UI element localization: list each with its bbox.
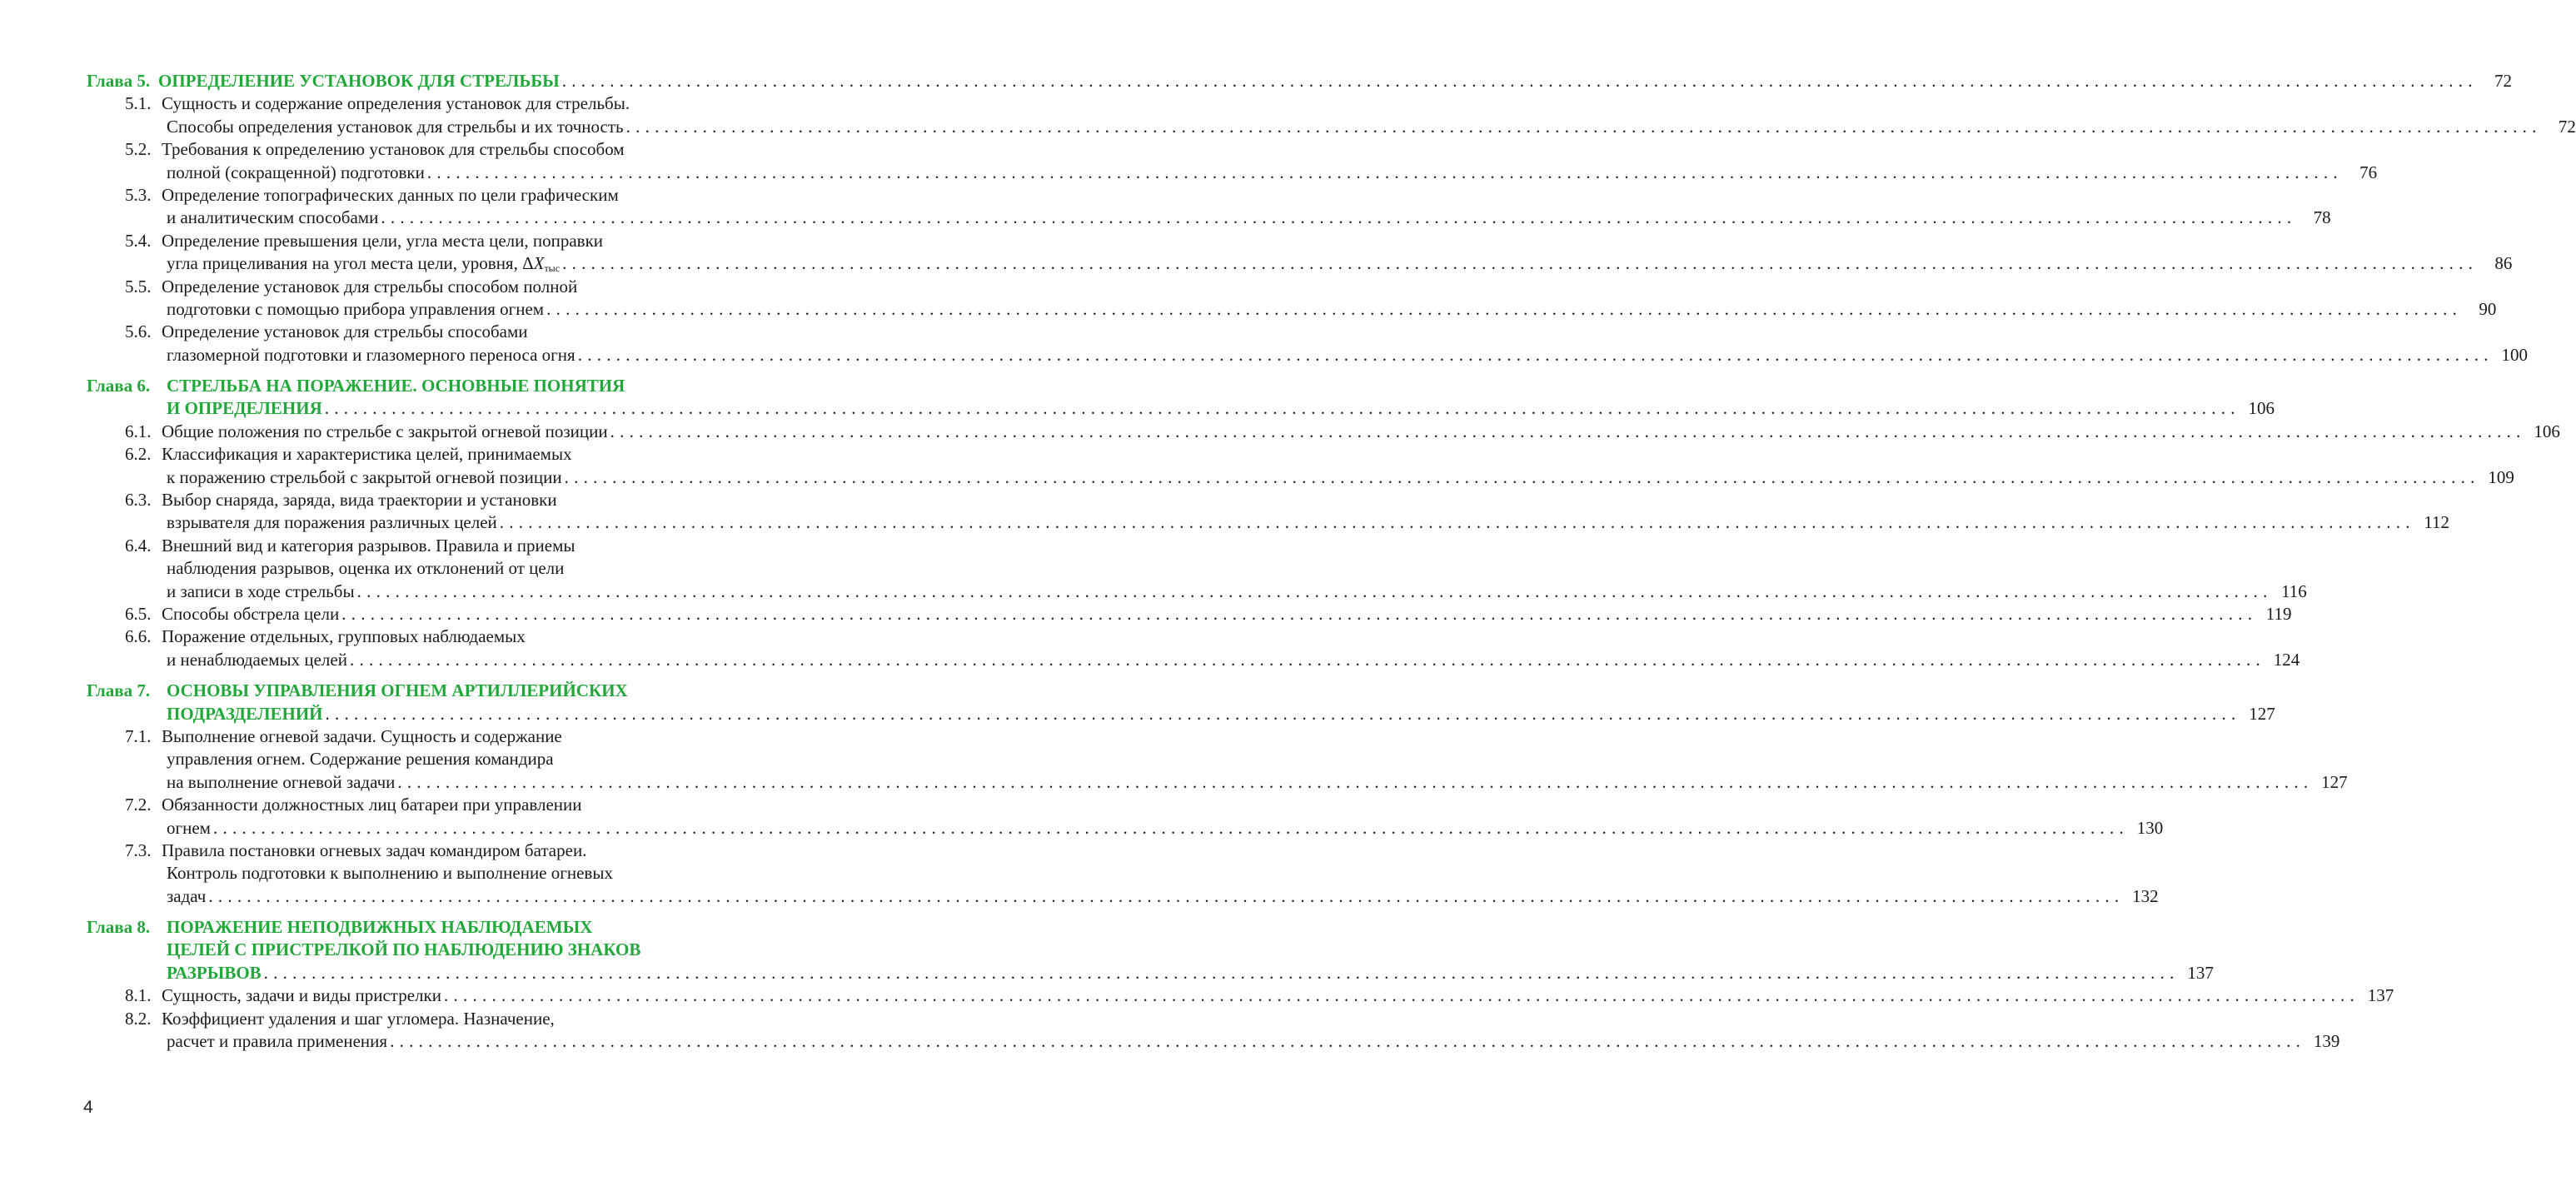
page-ref[interactable]: 127 <box>2249 703 2275 724</box>
section-text: и ненаблюдаемых целей <box>167 649 347 670</box>
dot-leader: . . . . . . . . . . . . . . . . . . . . . . . . . . . . . . . . . . . . . . . . . . . . . . . . . . . . . . . . . . . . . . . . . . . . . . . . . . . . . . . . . . . . . . . . . . . . . . . . . . . . . . . . . . . . . . . . . . . . . . . . . . . . . . . . . . . . . . . . . . . . . . . . . . . . . . . . . . . . . . . . . . . . . . . . . . . . . . . . . . . . . . . . . . . . . . . . . . . . . . . . <box>625 116 2537 137</box>
section-text: подготовки с помощью прибора управления огнем <box>167 298 545 319</box>
toc-entry-line <box>0 649 2300 671</box>
chapter-heading-line <box>0 703 2275 725</box>
chapter-title: ПОРАЖЕНИЕ НЕПОДВИЖНЫХ НАБЛЮДАЕМЫХ <box>167 917 593 938</box>
dot-leader: . . . . . . . . . . . . . . . . . . . . . . . . . . . . . . . . . . . . . . . . . . . . . . . . . . . . . . . . . . . . . . . . . . . . . . . . . . . . . . . . . . . . . . . . . . . . . . . . . . . . . . . . . . . . . . . . . . . . . . . . . . . . . . . . . . . . . . . . . . . . . . . . . . . . . . . . . . . . . . . . . . . . . . . . . . . . . . . . . . . . . . . . . . . . . . . . . . . . . . . . <box>577 344 2489 365</box>
chapter-heading-line <box>0 397 2275 420</box>
section-text: Определение установок для стрельбы способом полной <box>162 276 578 296</box>
chapter-heading-line <box>0 962 2214 984</box>
section-number: 7.2. <box>125 795 152 815</box>
toc-entry-line <box>0 557 833 580</box>
section-number: 5.4. <box>125 230 152 251</box>
section-text: Классификация и характеристика целей, принимаемых <box>162 444 572 465</box>
page-ref[interactable]: 130 <box>2136 817 2164 838</box>
chapter-label: Глава 6. <box>87 376 151 396</box>
section-text: и записи в ходе стрельбы <box>167 581 355 601</box>
page-ref[interactable]: 72 <box>2494 71 2512 91</box>
page-ref[interactable]: 100 <box>2501 344 2528 365</box>
section-number: 6.6. <box>125 626 152 647</box>
section-text: Определение топографических данных по цели графическим <box>162 184 619 205</box>
section-number: 6.2. <box>125 444 152 465</box>
page-ref[interactable]: 137 <box>2367 985 2394 1006</box>
toc-entry-line <box>0 862 833 885</box>
section-text: Выбор снаряда, заряда, вида траектории и установки <box>162 490 557 511</box>
section-text: расчет и правила применения <box>167 1031 388 1052</box>
section-text: Сущность и содержание определения установок для стрельбы. <box>162 93 630 114</box>
page-ref[interactable]: 119 <box>2265 603 2292 624</box>
section-text: взрывателя для поражения различных целей <box>167 512 497 533</box>
page-ref[interactable]: 116 <box>2281 581 2307 601</box>
section-number: 6.5. <box>125 603 152 624</box>
page-ref[interactable]: 86 <box>2494 253 2513 274</box>
toc-entry-line <box>0 603 2292 625</box>
toc-entry-line <box>0 840 833 862</box>
section-text: полной (сокращенной) подготовки <box>167 162 425 182</box>
section-number: 8.1. <box>125 985 152 1006</box>
page-ref[interactable]: 112 <box>2424 512 2450 533</box>
chapter-label: Глава 8. <box>87 917 151 938</box>
section-text: Способы определения установок для стрельбы и их точность <box>167 116 624 137</box>
section-text: Определение превышения цели, угла места цели, поправки <box>162 230 604 251</box>
toc-entry-line <box>0 535 833 557</box>
toc-entry-line <box>0 162 2378 184</box>
page-ref[interactable]: 109 <box>2488 466 2514 487</box>
dot-leader: . . . . . . . . . . . . . . . . . . . . . . . . . . . . . . . . . . . . . . . . . . . . . . . . . . . . . . . . . . . . . . . . . . . . . . . . . . . . . . . . . . . . . . . . . . . . . . . . . . . . . . . . . . . . . . . . . . . . . . . . . . . . . . . . . . . . . . . . . . . . . . . . . . . . . . . . . . . . . . . . . . . . . . . . . . . . . . . . . . . . . . . . . . . . . . . . . . . . . . . . <box>561 71 2473 91</box>
page-ref[interactable]: 132 <box>2132 885 2159 906</box>
page-ref[interactable]: 106 <box>2248 398 2275 419</box>
section-text: Коэффициент удаления и шаг угломера. Назначение, <box>162 1008 555 1029</box>
section-number: 6.1. <box>125 421 152 441</box>
section-number: 6.3. <box>125 490 152 511</box>
section-text: Выполнение огневой задачи. Сущность и содержание <box>162 725 562 746</box>
section-number: 5.5. <box>125 276 152 296</box>
toc-entry-line <box>0 116 2576 138</box>
section-text: на выполнение огневой задачи <box>167 771 396 792</box>
section-text: Способы обстрела цели <box>162 603 340 624</box>
toc-entry-line <box>0 138 833 161</box>
page-ref[interactable]: 72 <box>2558 116 2576 137</box>
section-text: управления огнем. Содержание решения командира <box>167 749 554 770</box>
dot-leader: . . . . . . . . . . . . . . . . . . . . . . . . . . . . . . . . . . . . . . . . . . . . . . . . . . . . . . . . . . . . . . . . . . . . . . . . . . . . . . . . . . . . . . . . . . . . . . . . . . . . . . . . . . . . . . . . . . . . . . . . . . . . . . . . . . . . . . . . . . . . . . . . . . . . . . . . . . . . . . . . . . . . . . . . . . . . . . . . . . . . . . . . . . . . . . . . . . . . . . . . <box>443 985 2355 1006</box>
dot-leader: . . . . . . . . . . . . . . . . . . . . . . . . . . . . . . . . . . . . . . . . . . . . . . . . . . . . . . . . . . . . . . . . . . . . . . . . . . . . . . . . . . . . . . . . . . . . . . . . . . . . . . . . . . . . . . . . . . . . . . . . . . . . . . . . . . . . . . . . . . . . . . . . . . . . . . . . . . . . . . . . . . . . . . . . . . . . . . . . . . . . . . . . . . . . . . . . . . . . . . . . <box>356 581 2268 601</box>
toc-entry-line <box>0 252 2513 275</box>
dot-leader: . . . . . . . . . . . . . . . . . . . . . . . . . . . . . . . . . . . . . . . . . . . . . . . . . . . . . . . . . . . . . . . . . . . . . . . . . . . . . . . . . . . . . . . . . . . . . . . . . . . . . . . . . . . . . . . . . . . . . . . . . . . . . . . . . . . . . . . . . . . . . . . . . . . . . . . . . . . . . . . . . . . . . . . . . . . . . . . . . . . . . . . . . . . . . . . . . . . . . . . . <box>546 298 2458 319</box>
dot-leader: . . . . . . . . . . . . . . . . . . . . . . . . . . . . . . . . . . . . . . . . . . . . . . . . . . . . . . . . . . . . . . . . . . . . . . . . . . . . . . . . . . . . . . . . . . . . . . . . . . . . . . . . . . . . . . . . . . . . . . . . . . . . . . . . . . . . . . . . . . . . . . . . . . . . . . . . . . . . . . . . . . . . . . . . . . . . . . . . . . . . . . . . . . . . . . . . . . . . . . . . <box>325 703 2236 724</box>
dot-leader: . . . . . . . . . . . . . . . . . . . . . . . . . . . . . . . . . . . . . . . . . . . . . . . . . . . . . . . . . . . . . . . . . . . . . . . . . . . . . . . . . . . . . . . . . . . . . . . . . . . . . . . . . . . . . . . . . . . . . . . . . . . . . . . . . . . . . . . . . . . . . . . . . . . . . . . . . . . . . . . . . . . . . . . . . . . . . . . . . . . . . . . . . . . . . . . . . . . . . . . . <box>564 466 2475 487</box>
page-ref[interactable]: 106 <box>2534 421 2560 441</box>
toc-entry-line <box>0 184 833 207</box>
toc-entry-line <box>0 276 833 298</box>
page-ref[interactable]: 78 <box>2313 207 2331 228</box>
toc-entry-line <box>0 625 833 648</box>
dot-leader: . . . . . . . . . . . . . . . . . . . . . . . . . . . . . . . . . . . . . . . . . . . . . . . . . . . . . . . . . . . . . . . . . . . . . . . . . . . . . . . . . . . . . . . . . . . . . . . . . . . . . . . . . . . . . . . . . . . . . . . . . . . . . . . . . . . . . . . . . . . . . . . . . . . . . . . . . . . . . . . . . . . . . . . . . . . . . . . . . . . . . . . . . . . . . . . . . . . . . . . . <box>397 771 2309 792</box>
section-text: Контроль подготовки к выполнению и выполнение огневых <box>167 863 613 884</box>
chapter-title: РАЗРЫВОВ <box>167 962 262 983</box>
dot-leader: . . . . . . . . . . . . . . . . . . . . . . . . . . . . . . . . . . . . . . . . . . . . . . . . . . . . . . . . . . . . . . . . . . . . . . . . . . . . . . . . . . . . . . . . . . . . . . . . . . . . . . . . . . . . . . . . . . . . . . . . . . . . . . . . . . . . . . . . . . . . . . . . . . . . . . . . . . . . . . . . . . . . . . . . . . . . . . . . . . . . . . . . . . . . . . . . . . . . . . . . <box>426 162 2339 182</box>
section-text: наблюдения разрывов, оценка их отклонений от цели <box>167 558 565 579</box>
toc-entry-line <box>0 298 2497 321</box>
dot-leader: . . . . . . . . . . . . . . . . . . . . . . . . . . . . . . . . . . . . . . . . . . . . . . . . . . . . . . . . . . . . . . . . . . . . . . . . . . . . . . . . . . . . . . . . . . . . . . . . . . . . . . . . . . . . . . . . . . . . . . . . . . . . . . . . . . . . . . . . . . . . . . . . . . . . . . . . . . . . . . . . . . . . . . . . . . . . . . . . . . . . . . . . . . . . . . . . . . . . . . . . <box>208 885 2120 906</box>
chapter-heading-line <box>0 70 2512 92</box>
section-text: задач <box>167 885 207 906</box>
page-ref[interactable]: 90 <box>2479 298 2497 319</box>
chapter-heading-line <box>0 680 833 702</box>
page-ref[interactable]: 127 <box>2321 771 2348 792</box>
section-text: и аналитическим способами <box>167 207 379 228</box>
toc-entry-line <box>0 344 2528 366</box>
table-of-contents <box>0 70 2576 1053</box>
toc-entry-line <box>0 748 833 770</box>
toc-entry-line <box>0 984 2394 1007</box>
section-text: Требования к определению установок для стрельбы способом <box>162 139 625 160</box>
toc-entry-line <box>0 230 833 252</box>
chapter-title: ОПРЕДЕЛЕНИЕ УСТАНОВОК ДЛЯ СТРЕЛЬБЫ <box>158 71 560 91</box>
toc-entry-line <box>0 207 2331 229</box>
section-number: 5.1. <box>125 93 152 114</box>
page-number: 4 <box>83 1098 93 1117</box>
chapter-title: ЦЕЛЕЙ С ПРИСТРЕЛКОЙ ПО НАБЛЮДЕНИЮ ЗНАКОВ <box>167 939 641 960</box>
toc-entry-line <box>0 581 2307 603</box>
section-number: 7.1. <box>125 725 152 746</box>
section-number: 5.2. <box>125 139 152 160</box>
dot-leader: . . . . . . . . . . . . . . . . . . . . . . . . . . . . . . . . . . . . . . . . . . . . . . . . . . . . . . . . . . . . . . . . . . . . . . . . . . . . . . . . . . . . . . . . . . . . . . . . . . . . . . . . . . . . . . . . . . . . . . . . . . . . . . . . . . . . . . . . . . . . . . . . . . . . . . . . . . . . . . . . . . . . . . . . . . . . . . . . . . . . . . . . . . . . . . . . . . . . . . . . <box>381 207 2292 228</box>
dot-leader: . . . . . . . . . . . . . . . . . . . . . . . . . . . . . . . . . . . . . . . . . . . . . . . . . . . . . . . . . . . . . . . . . . . . . . . . . . . . . . . . . . . . . . . . . . . . . . . . . . . . . . . . . . . . . . . . . . . . . . . . . . . . . . . . . . . . . . . . . . . . . . . . . . . . . . . . . . . . . . . . . . . . . . . . . . . . . . . . . . . . . . . . . . . . . . . . . . . . . . . . <box>263 962 2175 983</box>
toc-entry-line <box>0 1008 833 1030</box>
dot-leader: . . . . . . . . . . . . . . . . . . . . . . . . . . . . . . . . . . . . . . . . . . . . . . . . . . . . . . . . . . . . . . . . . . . . . . . . . . . . . . . . . . . . . . . . . . . . . . . . . . . . . . . . . . . . . . . . . . . . . . . . . . . . . . . . . . . . . . . . . . . . . . . . . . . . . . . . . . . . . . . . . . . . . . . . . . . . . . . . . . . . . . . . . . . . . . . . . . . . . . . . <box>390 1031 2301 1052</box>
chapter-title: И ОПРЕДЕЛЕНИЯ <box>167 398 322 419</box>
section-text: Поражение отдельных, групповых наблюдаемых <box>162 626 526 647</box>
section-text: Правила постановки огневых задач командиром батареи. <box>162 840 587 860</box>
toc-entry-line <box>0 511 2450 534</box>
toc-entry-line <box>0 92 833 115</box>
section-text: глазомерной подготовки и глазомерного переноса огня <box>167 344 575 365</box>
section-text: Сущность, задачи и виды пристрелки <box>162 985 441 1006</box>
chapter-title: ОСНОВЫ УПРАВЛЕНИЯ ОГНЕМ АРТИЛЛЕРИЙСКИХ <box>167 680 628 701</box>
toc-entry-line <box>0 771 2348 794</box>
dot-leader: . . . . . . . . . . . . . . . . . . . . . . . . . . . . . . . . . . . . . . . . . . . . . . . . . . . . . . . . . . . . . . . . . . . . . . . . . . . . . . . . . . . . . . . . . . . . . . . . . . . . . . . . . . . . . . . . . . . . . . . . . . . . . . . . . . . . . . . . . . . . . . . . . . . . . . . . . . . . . . . . . . . . . . . . . . . . . . . . . . . . . . . . . . . . . . . . . . . . . . . . <box>499 512 2411 533</box>
section-number: 5.6. <box>125 321 152 342</box>
section-text: Обязанности должностных лиц батареи при управлении <box>162 795 582 815</box>
dot-leader: . . . . . . . . . . . . . . . . . . . . . . . . . . . . . . . . . . . . . . . . . . . . . . . . . . . . . . . . . . . . . . . . . . . . . . . . . . . . . . . . . . . . . . . . . . . . . . . . . . . . . . . . . . . . . . . . . . . . . . . . . . . . . . . . . . . . . . . . . . . . . . . . . . . . . . . . . . . . . . . . . . . . . . . . . . . . . . . . . . . . . . . . . . . . . . . . . . . . . . . . <box>212 817 2125 838</box>
dot-leader: . . . . . . . . . . . . . . . . . . . . . . . . . . . . . . . . . . . . . . . . . . . . . . . . . . . . . . . . . . . . . . . . . . . . . . . . . . . . . . . . . . . . . . . . . . . . . . . . . . . . . . . . . . . . . . . . . . . . . . . . . . . . . . . . . . . . . . . . . . . . . . . . . . . . . . . . . . . . . . . . . . . . . . . . . . . . . . . . . . . . . . . . . . . . . . . . . . . . . . . . <box>324 398 2236 419</box>
dot-leader: . . . . . . . . . . . . . . . . . . . . . . . . . . . . . . . . . . . . . . . . . . . . . . . . . . . . . . . . . . . . . . . . . . . . . . . . . . . . . . . . . . . . . . . . . . . . . . . . . . . . . . . . . . . . . . . . . . . . . . . . . . . . . . . . . . . . . . . . . . . . . . . . . . . . . . . . . . . . . . . . . . . . . . . . . . . . . . . . . . . . . . . . . . . . . . . . . . . . . . . . <box>341 603 2253 624</box>
toc-entry-line <box>0 421 2560 443</box>
section-text: Общие положения по стрельбе с закрытой огневой позиции <box>162 421 608 441</box>
section-number: 7.3. <box>125 840 152 860</box>
page-ref[interactable]: 139 <box>2313 1031 2340 1052</box>
chapter-heading-line <box>0 939 833 961</box>
section-text: огнем <box>167 817 211 838</box>
toc-entry-line <box>0 321 833 343</box>
section-number: 6.4. <box>125 535 152 556</box>
chapter-label: Глава 7. <box>87 680 151 701</box>
chapter-heading-line <box>0 916 833 939</box>
section-number: 8.2. <box>125 1008 152 1029</box>
section-text: Определение установок для стрельбы способами <box>162 321 528 342</box>
toc-entry-line <box>0 725 833 748</box>
toc-entry-line <box>0 489 833 511</box>
chapter-label: Глава 5. <box>87 71 151 91</box>
section-text: к поражению стрельбой с закрытой огневой позиции <box>167 466 562 487</box>
dot-leader: . . . . . . . . . . . . . . . . . . . . . . . . . . . . . . . . . . . . . . . . . . . . . . . . . . . . . . . . . . . . . . . . . . . . . . . . . . . . . . . . . . . . . . . . . . . . . . . . . . . . . . . . . . . . . . . . . . . . . . . . . . . . . . . . . . . . . . . . . . . . . . . . . . . . . . . . . . . . . . . . . . . . . . . . . . . . . . . . . . . . . . . . . . . . . . . . . . . . . . . . <box>610 421 2521 441</box>
toc-entry-line <box>0 817 2164 840</box>
chapter-title: ПОДРАЗДЕЛЕНИЙ <box>167 703 323 724</box>
toc-entry-line <box>0 466 2514 489</box>
chapter-title: СТРЕЛЬБА НА ПОРАЖЕНИЕ. ОСНОВНЫЕ ПОНЯТИЯ <box>167 376 625 396</box>
section-text: Внешний вид и категория разрывов. Правила и приемы <box>162 535 575 556</box>
toc-entry-line <box>0 1030 2340 1053</box>
page-ref[interactable]: 124 <box>2273 649 2300 670</box>
page-ref[interactable]: 137 <box>2187 962 2214 983</box>
toc-entry-line <box>0 794 833 816</box>
section-number: 5.3. <box>125 184 152 205</box>
toc-entry-line <box>0 885 2159 908</box>
chapter-heading-line <box>0 375 833 397</box>
dot-leader: . . . . . . . . . . . . . . . . . . . . . . . . . . . . . . . . . . . . . . . . . . . . . . . . . . . . . . . . . . . . . . . . . . . . . . . . . . . . . . . . . . . . . . . . . . . . . . . . . . . . . . . . . . . . . . . . . . . . . . . . . . . . . . . . . . . . . . . . . . . . . . . . . . . . . . . . . . . . . . . . . . . . . . . . . . . . . . . . . . . . . . . . . . . . . . . . . . . . . . . . <box>562 253 2474 274</box>
page-ref[interactable]: 76 <box>2359 162 2378 182</box>
section-text: угла прицеливания на угол места цели, уровня, $\Delta X_{тыс}$ <box>167 253 561 275</box>
toc-entry-line <box>0 443 833 466</box>
dot-leader: . . . . . . . . . . . . . . . . . . . . . . . . . . . . . . . . . . . . . . . . . . . . . . . . . . . . . . . . . . . . . . . . . . . . . . . . . . . . . . . . . . . . . . . . . . . . . . . . . . . . . . . . . . . . . . . . . . . . . . . . . . . . . . . . . . . . . . . . . . . . . . . . . . . . . . . . . . . . . . . . . . . . . . . . . . . . . . . . . . . . . . . . . . . . . . . . . . . . . . . . <box>349 649 2261 670</box>
